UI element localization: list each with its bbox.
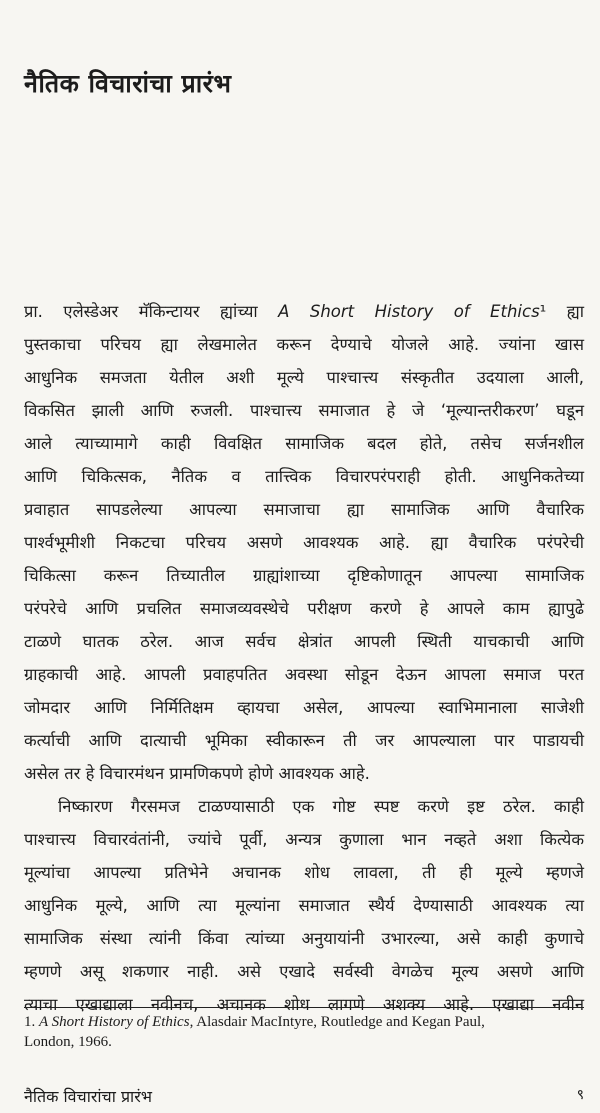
paragraph-2	[24, 790, 584, 1021]
footnote	[24, 1012, 584, 1052]
text-line: विकसित झाली आणि रुजली. पाश्चात्त्य समाजात हे जे ‘मूल्यान्तरीकरण’ घडून	[24, 401, 584, 420]
text-line: चिकित्सा करून तिच्यातील ग्राह्यांशाच्या दृष्टिकोणातून आपल्या सामाजिक	[24, 566, 584, 585]
text-line: त्याचा एखाद्याला नवीनच, अचानक शोध लागणे अशक्य आहे. एखाद्या नवीन	[24, 995, 584, 1014]
text-line: प्रा. एलेस्डेअर मॅकिन्टायर ह्यांच्या A Short History of Ethics¹ ह्या	[24, 302, 584, 321]
footnote-divider	[24, 1007, 584, 1008]
text-line: पाश्चात्त्य विचारवंतांनी, ज्यांचे पूर्वी, अन्यत्र कुणाला भान नव्हते अशा कित्येक	[24, 830, 584, 849]
text-line: पार्श्वभूमीशी निकटचा परिचय असणे आवश्यक आहे. ह्या वैचारिक परंपरेची	[24, 533, 584, 552]
text-line: आधुनिक मूल्ये, आणि त्या मूल्यांना समाजात स्थैर्य देण्यासाठी आवश्यक त्या	[24, 896, 584, 915]
footnote-line: 1. A Short History of Ethics, Alasdair MacIntyre, Routledge and Kegan Paul,	[24, 1014, 485, 1030]
running-footer: नैतिक विचारांचा प्रारंभ	[24, 1087, 152, 1106]
text-line: टाळणे घातक ठरेल. आज सर्वच क्षेत्रांत आपली स्थिती याचकाची आणि	[24, 632, 584, 651]
text-line: मूल्यांचा आपल्या प्रतिभेने अचानक शोध लावला, ती ही मूल्ये म्हणजे	[24, 863, 584, 882]
text-line: ग्राहकाची आहे. आपली प्रवाहपतित अवस्था सोडून देऊन आपला समाज परत	[24, 665, 584, 684]
text-line: आणि चिकित्सक, नैतिक व तात्त्विक विचारपरंपराही होती. आधुनिकतेच्या	[24, 467, 584, 486]
text-line: कर्त्याची आणि दात्याची भूमिका स्वीकारून ती जर आपल्याला पार पाडायची	[24, 731, 584, 750]
text-line: निष्कारण गैरसमज टाळण्यासाठी एक गोष्ट स्पष्ट करणे इष्ट ठरेल. काही	[58, 797, 584, 816]
chapter-title: नैतिक विचारांचा प्रारंभ	[24, 69, 232, 98]
text-line: आधुनिक समजता येतील अशी मूल्ये पाश्चात्त्य संस्कृतीत उदयाला आली,	[24, 368, 584, 387]
text-line: परंपरेचे आणि प्रचलित समाजव्यवस्थेचे परीक्षण करणे हे आपले काम ह्यापुढे	[24, 599, 584, 618]
text-line: असेल तर हे विचारमंथन प्रामणिकपणे होणे आवश्यक आहे.	[24, 764, 370, 783]
text-line: आले त्याच्यामागे काही विवक्षित सामाजिक बदल होते, तसेच सर्जनशील	[24, 434, 584, 453]
body-text	[24, 295, 584, 1021]
text-line: प्रवाहात सापडलेल्या आपल्या समाजाचा ह्या सामाजिक आणि वैचारिक	[24, 500, 584, 519]
paragraph-1	[24, 295, 584, 790]
text-line: जोमदार आणि निर्मितिक्षम व्हायचा असेल, आपल्या स्वाभिमानाला साजेशी	[24, 698, 584, 717]
footnote-line: London, 1966.	[24, 1034, 112, 1050]
text-line: म्हणणे असू शकणार नाही. असे एखादे सर्वस्वी वेगळेच मूल्य असणे आणि	[24, 962, 584, 981]
text-line: सामाजिक संस्था त्यांनी किंवा त्यांच्या अनुयायांनी उभारल्या, असे काही कुणाचे	[24, 929, 584, 948]
text-line: पुस्तकाचा परिचय ह्या लेखमालेत करून देण्याचे योजले आहे. ज्यांना खास	[24, 335, 584, 354]
page-number: ९	[576, 1087, 584, 1103]
